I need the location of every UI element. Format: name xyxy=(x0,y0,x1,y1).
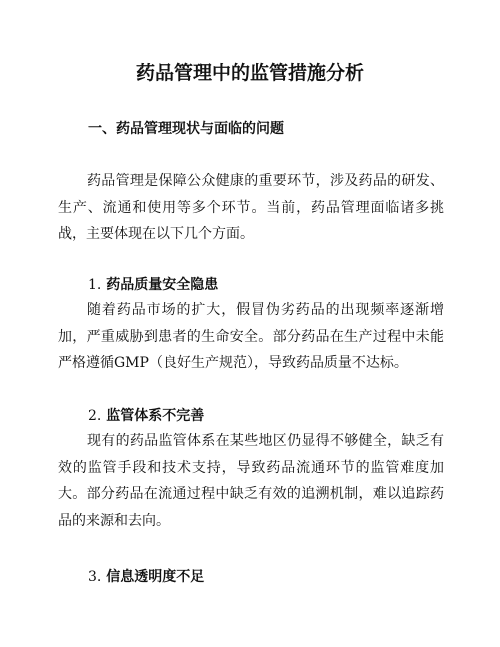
subsection-paragraph-2: 现有的药品监管体系在某些地区仍显得不够健全，缺乏有效的监管手段和技术支持，导致药品流通环节的监管难度加大。部分药品在流通过程中缺乏有效的追溯机制，难以追踪药品的来源和去向。 xyxy=(58,433,444,529)
subsection-heading-3 xyxy=(88,566,204,588)
subsection-number: 3. xyxy=(88,569,102,585)
subsection-title: 监管体系不完善 xyxy=(106,408,205,424)
section-heading: 一、药品管理现状与面临的问题 xyxy=(88,121,284,137)
subsection-number: 1. xyxy=(88,277,102,293)
section-intro-paragraph: 药品管理是保障公众健康的重要环节，涉及药品的研发、生产、流通和使用等多个环节。当前，药品管理面临诸多挑战，主要体现在以下几个方面。 xyxy=(58,173,444,242)
subsection-title: 药品质量安全隐患 xyxy=(106,277,219,293)
subsection-paragraph-1: 随着药品市场的扩大，假冒伪劣药品的出现频率逐渐增加，严重威胁到患者的生命安全。部分药品在生产过程中未能严格遵循GMP（良好生产规范），导致药品质量不达标。 xyxy=(58,302,444,371)
subsection-title: 信息透明度不足 xyxy=(106,569,205,585)
subsection-number: 2. xyxy=(88,408,102,424)
document-title: 药品管理中的监管措施分析 xyxy=(135,62,364,84)
subsection-heading-1 xyxy=(88,274,218,296)
subsection-heading-2 xyxy=(88,405,204,427)
